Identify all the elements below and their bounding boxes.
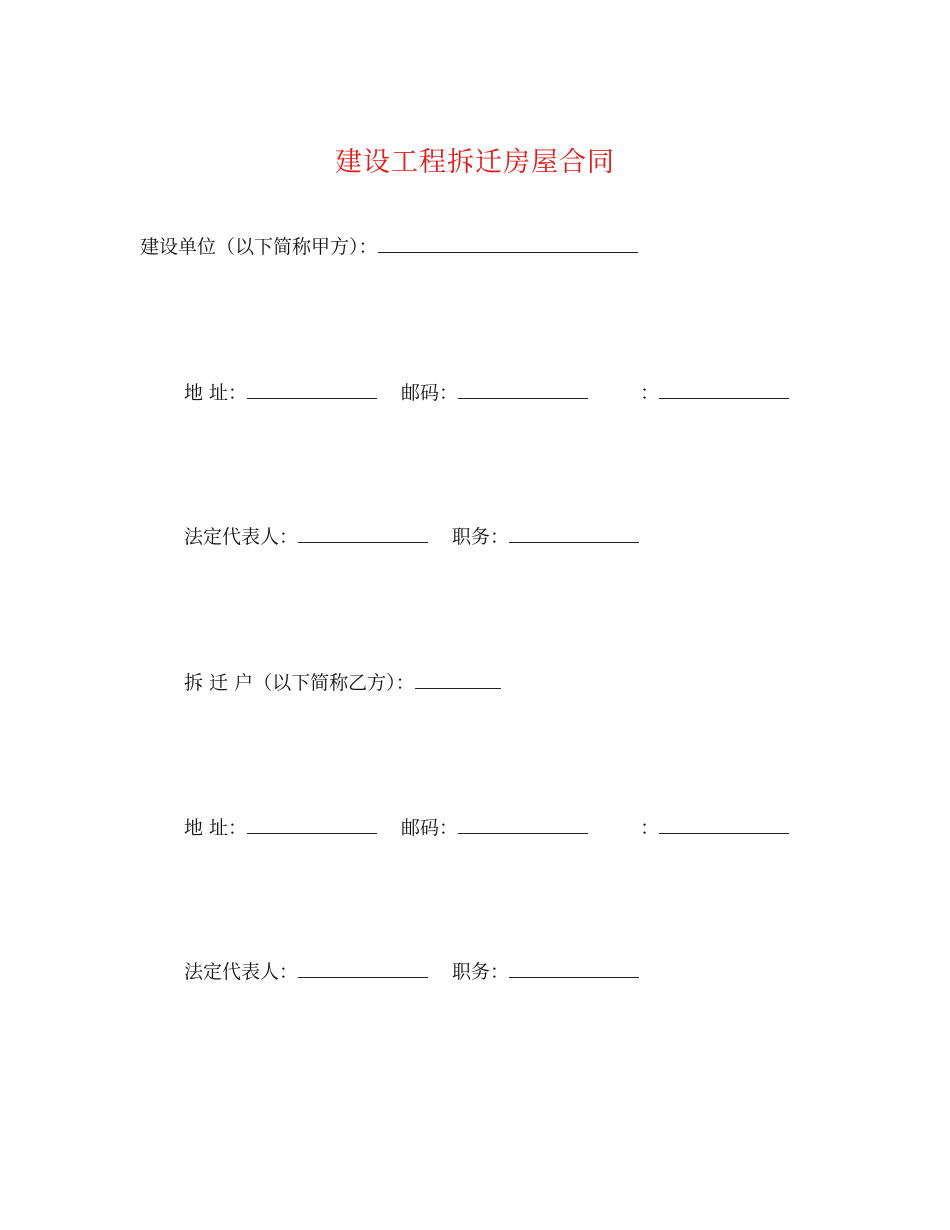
party-a-name-blank[interactable] — [378, 232, 638, 253]
party-b-intro-row — [184, 668, 501, 697]
party-a-postcode-blank[interactable] — [458, 378, 588, 399]
party-b-address-blank[interactable] — [247, 813, 377, 834]
party-a-address-label: 地 址： — [184, 382, 248, 404]
party-b-rep-label: 法定代表人： — [184, 961, 299, 983]
party-b-position-label: 职务： — [452, 961, 510, 983]
party-b-phone-label: ： — [640, 817, 660, 839]
party-b-postcode-blank[interactable] — [458, 813, 588, 834]
party-b-phone-blank[interactable] — [659, 813, 789, 834]
party-a-rep-label: 法定代表人： — [184, 526, 299, 548]
party-b-address-row — [184, 813, 789, 842]
party-a-rep-blank[interactable] — [298, 522, 428, 543]
party-b-intro-label: 拆 迁 户（以下简称乙方）： — [184, 672, 415, 694]
party-b-address-label: 地 址： — [184, 817, 248, 839]
party-a-phone-label: ： — [640, 382, 660, 404]
party-a-phone-blank[interactable] — [659, 378, 789, 399]
party-b-rep-row — [184, 957, 639, 986]
party-a-address-row — [184, 378, 789, 407]
party-a-intro-label: 建设单位（以下简称甲方）： — [140, 236, 378, 258]
party-b-position-blank[interactable] — [509, 957, 639, 978]
party-a-intro-row — [140, 232, 638, 261]
party-a-postcode-label: 邮码： — [401, 382, 459, 404]
party-a-position-blank[interactable] — [509, 522, 639, 543]
party-b-rep-blank[interactable] — [298, 957, 428, 978]
party-a-position-label: 职务： — [452, 526, 510, 548]
party-a-address-blank[interactable] — [247, 378, 377, 399]
party-b-name-blank[interactable] — [415, 668, 501, 689]
party-a-rep-row — [184, 522, 639, 551]
document-title: 建设工程拆迁房屋合同 — [335, 147, 615, 178]
party-b-postcode-label: 邮码： — [401, 817, 459, 839]
